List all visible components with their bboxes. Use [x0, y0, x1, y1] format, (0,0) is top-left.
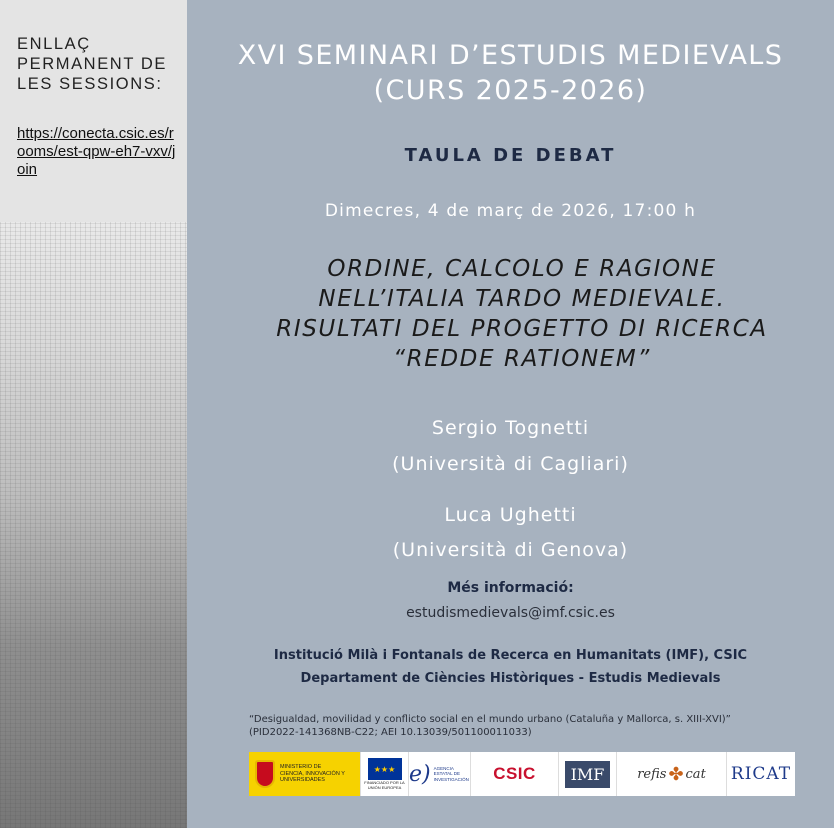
eu-label: FINANCIADO POR LA UNIÓN EUROPEA [364, 780, 405, 790]
more-info-label: Més informació: [447, 580, 574, 596]
csic-logo [471, 752, 559, 796]
csic-label: CSIC [493, 764, 536, 783]
sidebar [0, 0, 187, 828]
ministerio-label: MINISTERIO DE CIENCIA, INNOVACIÓN Y UNIVERSIDADES [280, 764, 345, 784]
aei-mark-icon: e) [409, 761, 431, 787]
speaker-1-affiliation: (Università di Cagliari) [392, 453, 629, 475]
speaker-2-name: Luca Ughetti [444, 504, 577, 526]
title-line-1: XVI SEMINARI D’ESTUDIS MEDIEVALS [237, 40, 784, 71]
imf-logo [559, 752, 617, 796]
funding-reference: (PID2022-141368NB-C22; AEI 10.13039/501100011033) [249, 727, 532, 738]
institution-name: Institució Milà i Fontanals de Recerca en Humanitats (IMF), CSIC [273, 648, 748, 663]
event-type: TAULA DE DEBAT [404, 145, 617, 166]
session-link[interactable]: https://conecta.csic.es/rooms/est-qpw-eh7-vxv/join [17, 125, 176, 178]
contact-email[interactable]: estudismedievals@imf.csic.es [406, 605, 615, 621]
imf-label: IMF [565, 761, 611, 788]
ricat-logo [727, 752, 795, 796]
eu-logo [361, 752, 409, 796]
knot-icon: ✤ [668, 763, 684, 784]
event-datetime: Dimecres, 4 de març de 2026, 17:00 h [324, 201, 697, 221]
speaker-2-affiliation: (Università di Genova) [392, 539, 629, 561]
spain-crest-icon [255, 760, 275, 788]
refis-label: refis [637, 766, 667, 782]
eu-flag-icon: ★★★ [368, 758, 402, 780]
refiscat-logo [617, 752, 727, 796]
aei-logo [409, 752, 471, 796]
city-engraving-image [0, 222, 187, 828]
department-name: Departament de Ciències Històriques - Estudis Medievals [300, 671, 721, 686]
aei-label: AGENCIA ESTATAL DE INVESTIGACIÓN [433, 765, 469, 782]
poster-content [187, 0, 834, 828]
talk-title: ORDINE, CALCOLO E RAGIONE NELL’ITALIA TARDO MEDIEVALE. RISULTATI DEL PROGETTO DI RICERCA “REDDE RATIONEM” [276, 256, 768, 372]
link-heading: ENLLAÇ PERMANENT DE LES SESSIONS: [17, 35, 167, 93]
ricat-label: RICAT [730, 764, 792, 784]
sponsor-logos [249, 752, 795, 796]
ministerio-logo [249, 752, 361, 796]
funding-note [249, 713, 809, 739]
cat-label: cat [685, 766, 706, 782]
seminar-title [187, 38, 834, 108]
funding-project: “Desigualdad, movilidad y conflicto social en el mundo urbano (Cataluña y Mallorca, s. XIII-XVI)” [249, 714, 731, 725]
title-line-2: (CURS 2025-2026) [373, 75, 648, 106]
speaker-1-name: Sergio Tognetti [431, 417, 590, 439]
session-link-panel [0, 0, 187, 222]
